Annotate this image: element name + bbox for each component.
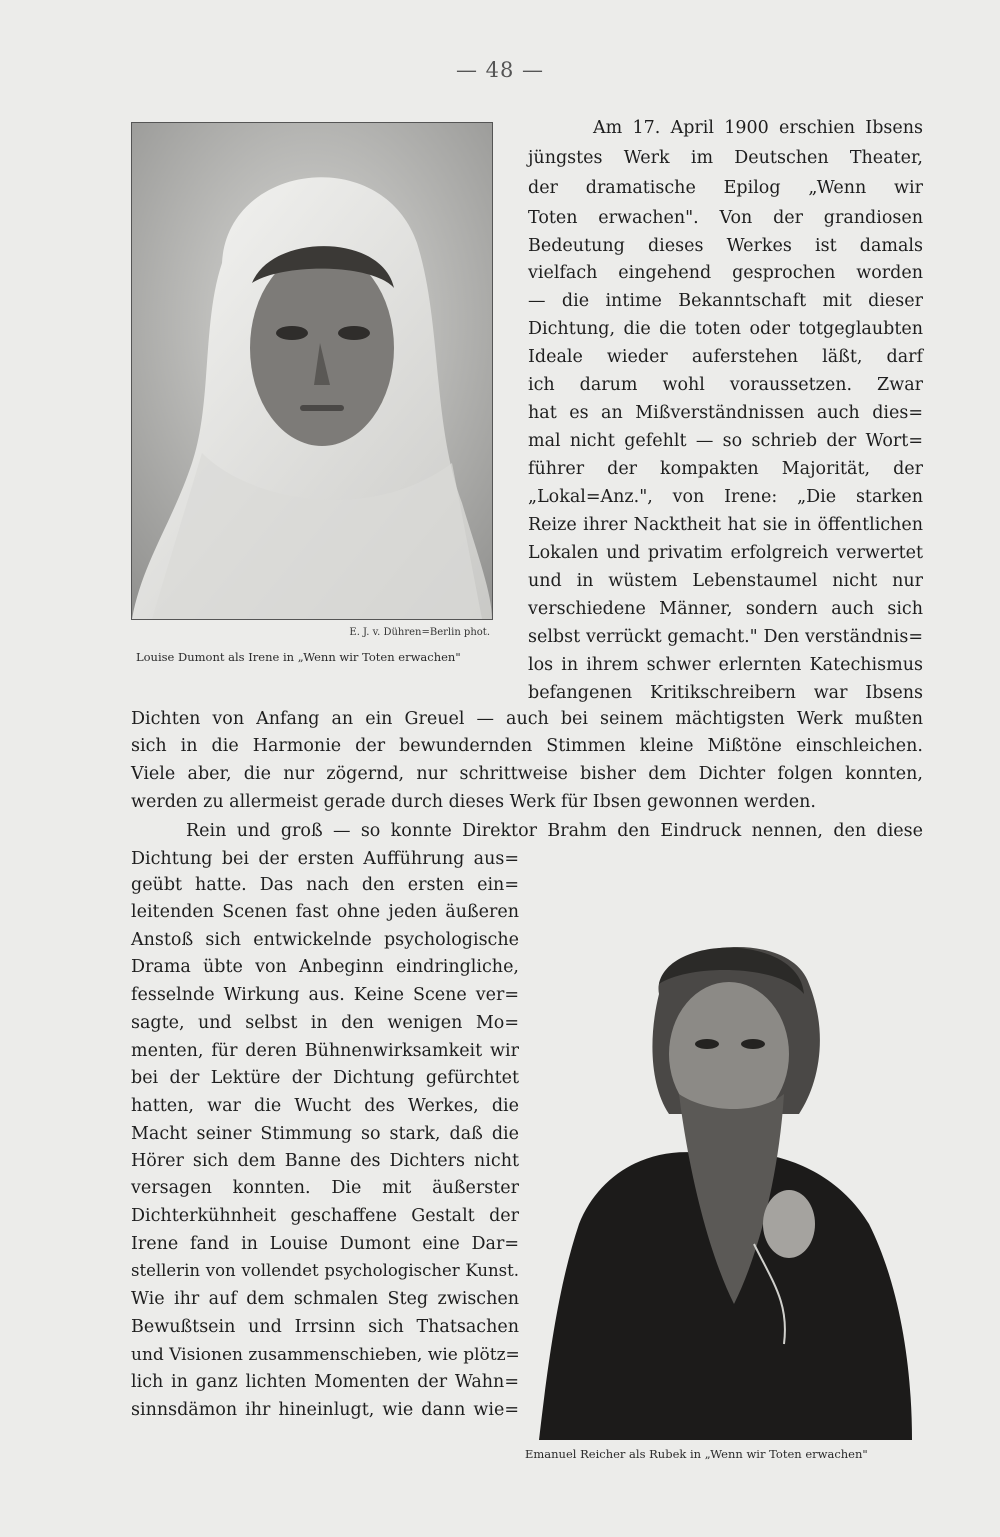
text-line: ich darum wohl voraussetzen. Zwar: [528, 375, 923, 395]
text-line: sich in die Harmonie der bewundernden Stimmen kleine Mißtöne einschleichen.: [131, 736, 923, 756]
text-line: der dramatische Epilog „Wenn wir: [528, 178, 923, 198]
text-line: mal nicht gefehlt — so schrieb der Wort=: [528, 431, 923, 451]
text-line: jüngstes Werk im Deutschen Theater,: [528, 148, 923, 168]
text-line: und in wüstem Lebenstaumel nicht nur: [528, 571, 923, 591]
text-line: befangenen Kritikschreibern war Ibsens: [528, 683, 923, 703]
photo-credit: E. J. v. Dühren=Berlin phot.: [349, 627, 490, 638]
text-line: Viele aber, die nur zögernd, nur schrittweise bisher dem Dichter folgen konnten,: [131, 764, 923, 784]
text-line: fesselnde Wirkung aus. Keine Scene ver=: [131, 985, 519, 1005]
text-line: — die intime Bekanntschaft mit dieser: [528, 291, 923, 311]
text-line: Macht seiner Stimmung so stark, daß die: [131, 1124, 519, 1144]
text-line: werden zu allermeist gerade durch dieses Werk für Ibsen gewonnen werden.: [131, 792, 816, 812]
text-line: Dichtung, die die toten oder totgeglaubten: [528, 319, 923, 339]
text-line: stellerin von vollendet psychologischer Kunst.: [131, 1261, 519, 1280]
text-line: Bedeutung dieses Werkes ist damals: [528, 236, 923, 256]
text-line: Bewußtsein und Irrsinn sich Thatsachen: [131, 1317, 519, 1337]
text-line: hat es an Mißverständnissen auch dies=: [528, 403, 923, 423]
text-line: vielfach eingehend gesprochen worden: [528, 263, 923, 283]
text-line: Hörer sich dem Banne des Dichters nicht: [131, 1151, 519, 1171]
text-line: selbst verrückt gemacht." Den verständnis=: [528, 627, 923, 647]
text-line: Lokalen und privatim erfolgreich verwertet: [528, 543, 923, 563]
text-line: los in ihrem schwer erlernten Katechismus: [528, 655, 923, 675]
text-line: menten, für deren Bühnenwirksamkeit wir: [131, 1041, 519, 1061]
text-line: Dichtung bei der ersten Aufführung aus=: [131, 849, 519, 869]
text-line: Reize ihrer Nacktheit hat sie in öffentlichen: [528, 515, 923, 535]
text-line: Irene fand in Louise Dumont eine Dar=: [131, 1234, 519, 1254]
text-line: Rein und groß — so konnte Direktor Brahm den Eindruck nennen, den diese: [186, 821, 923, 841]
text-line: „Lokal=Anz.", von Irene: „Die starken: [528, 487, 923, 507]
text-line: Toten erwachen". Von der grandiosen: [528, 208, 923, 228]
text-line: Ideale wieder auferstehen läßt, darf: [528, 347, 923, 367]
text-line: leitenden Scenen fast ohne jeden äußeren: [131, 902, 519, 922]
portrait-photo-emanuel-reicher: [539, 924, 912, 1440]
photo-caption-emanuel-reicher: Emanuel Reicher als Rubek in „Wenn wir Toten erwachen": [525, 1447, 868, 1461]
text-line: Wie ihr auf dem schmalen Steg zwischen: [131, 1289, 519, 1309]
text-line: Dichterkühnheit geschaffene Gestalt der: [131, 1206, 519, 1226]
text-line: lich in ganz lichten Momenten der Wahn=: [131, 1372, 519, 1392]
text-line: bei der Lektüre der Dichtung gefürchtet: [131, 1068, 519, 1088]
text-line: sinnsdämon ihr hineinlugt, wie dann wie=: [131, 1400, 519, 1420]
text-line: Am 17. April 1900 erschien Ibsens: [593, 118, 923, 138]
text-line: führer der kompakten Majorität, der: [528, 459, 923, 479]
text-line: und Visionen zusammenschieben, wie plötz=: [131, 1345, 520, 1365]
portrait-photo-louise-dumont: [131, 122, 493, 620]
text-line: versagen konnten. Die mit äußerster: [131, 1178, 519, 1198]
text-line: verschiedene Männer, sondern auch sich: [528, 599, 923, 619]
text-line: geübt hatte. Das nach den ersten ein=: [131, 875, 519, 895]
text-line: sagte, und selbst in den wenigen Mo=: [131, 1013, 519, 1033]
text-line: Drama übte von Anbeginn eindringliche,: [131, 957, 519, 977]
text-line: Dichten von Anfang an ein Greuel — auch bei seinem mächtigsten Werk mußten: [131, 709, 923, 729]
photo-caption-louise-dumont: Louise Dumont als Irene in „Wenn wir Toten erwachen": [136, 650, 461, 664]
text-line: Anstoß sich entwickelnde psychologische: [131, 930, 519, 950]
page-number: — 48 —: [455, 58, 545, 82]
text-line: hatten, war die Wucht des Werkes, die: [131, 1096, 519, 1116]
